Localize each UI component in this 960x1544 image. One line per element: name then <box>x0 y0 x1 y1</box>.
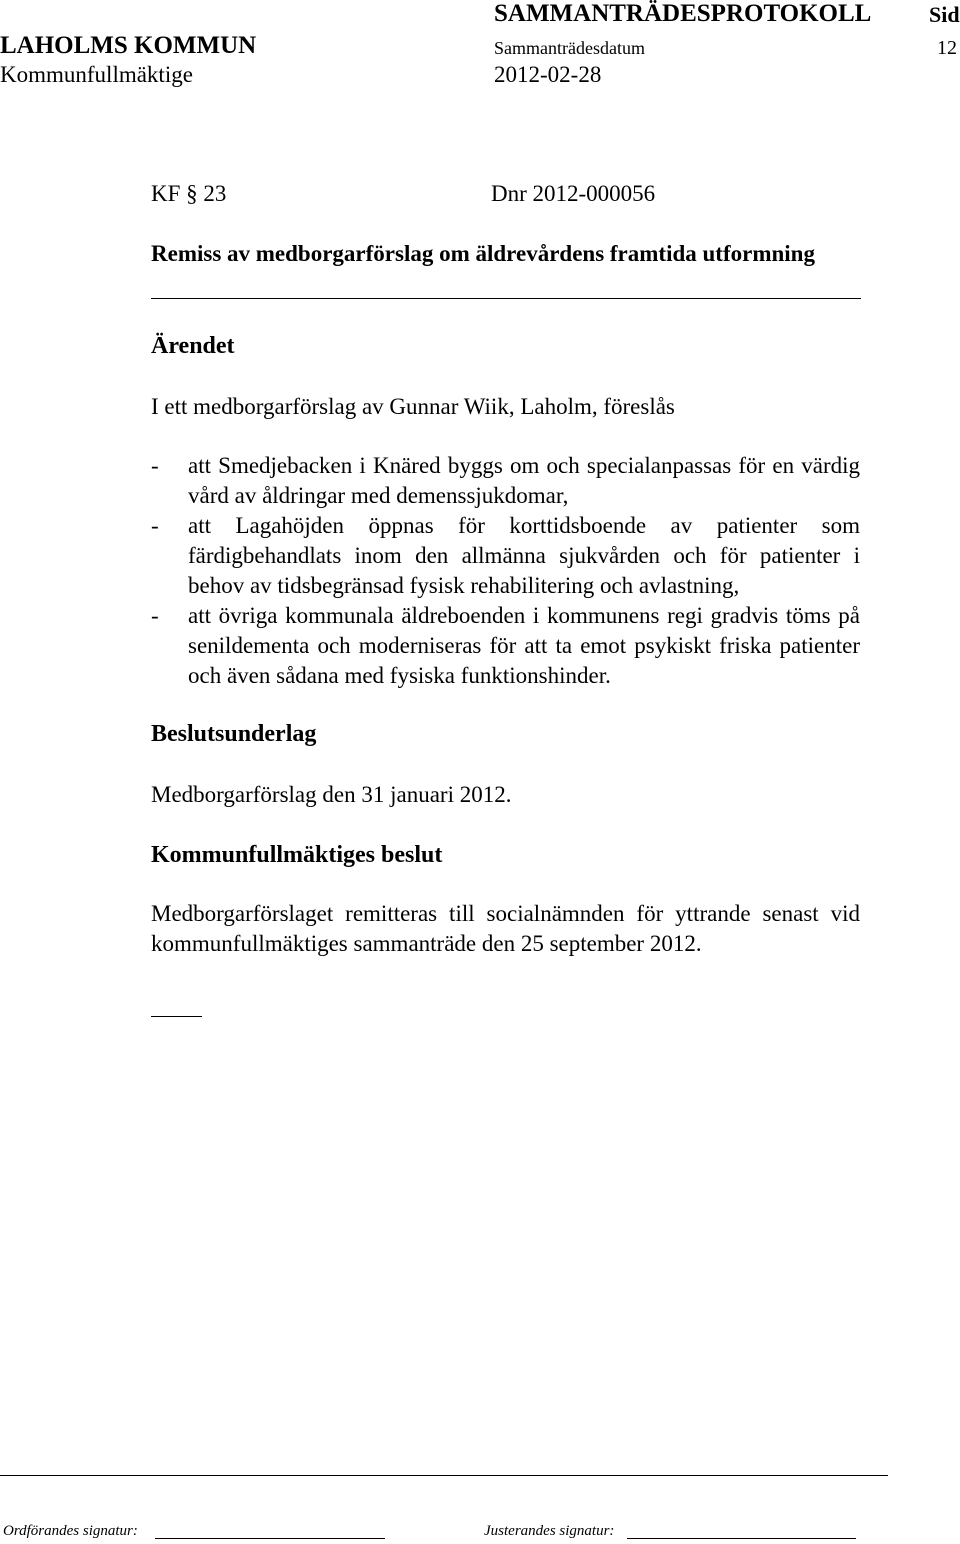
chair-signature-line <box>155 1538 385 1539</box>
footer-divider <box>0 1475 888 1476</box>
meeting-date-label: Sammanträdesdatum <box>494 38 645 58</box>
list-item-text: att Smedjebacken i Knäred byggs om och specialanpassas för en värdig vård av åldringar med demenssjukdomar, <box>188 453 860 508</box>
intro-paragraph: I ett medborgarförslag av Gunnar Wiik, Laholm, föreslås <box>151 394 675 419</box>
title-underline <box>151 298 861 299</box>
case-number: KF § 23 <box>151 181 227 206</box>
meeting-date: 2012-02-28 <box>494 62 602 87</box>
list-dash: - <box>151 513 159 538</box>
beslutsunderlag-text: Medborgarförslag den 31 januari 2012. <box>151 782 512 807</box>
page-label: Sid <box>929 2 960 27</box>
chair-signature-label: Ordförandes signatur: <box>3 1523 138 1539</box>
body-name: Kommunfullmäktige <box>0 62 193 87</box>
proposal-list <box>151 451 860 691</box>
list-dash: - <box>151 603 159 628</box>
case-dnr: Dnr 2012-000056 <box>491 181 656 206</box>
document-type: SAMMANTRÄDESPROTOKOLL <box>494 0 872 27</box>
list-item <box>151 451 860 511</box>
adjuster-signature-label: Justerandes signatur: <box>484 1523 615 1539</box>
section-heading-beslutsunderlag: Beslutsunderlag <box>151 721 317 747</box>
case-line <box>151 179 860 209</box>
list-item-text: att Lagahöjden öppnas för korttidsboende av patienter som färdigbehandlats inom den allmänna sjukvården och för patienter i behov av tidsbegränsad fysisk rehabilitering och avlastning, <box>188 513 860 598</box>
municipality-name: LAHOLMS KOMMUN <box>0 32 257 59</box>
section-heading-arendet: Ärendet <box>151 333 235 359</box>
list-dash: - <box>151 453 159 478</box>
page-number: 12 <box>937 37 957 59</box>
case-title: Remiss av medborgarförslag om äldrevårdens framtida utformning <box>151 241 815 266</box>
list-item <box>151 511 860 601</box>
list-item <box>151 601 860 691</box>
end-marker <box>151 1016 202 1017</box>
decision-text: Medborgarförslaget remitteras till socialnämnden för yttrande senast vid kommunfullmäktiges sammanträde den 25 september 2012. <box>151 901 860 956</box>
adjuster-signature-line <box>627 1538 856 1539</box>
section-heading-beslut: Kommunfullmäktiges beslut <box>151 842 443 868</box>
list-item-text: att övriga kommunala äldreboenden i kommunens regi gradvis töms på senildementa och moderniseras för att ta emot psykiskt friska patienter och även sådana med fysiska funktionshinder. <box>188 603 860 688</box>
